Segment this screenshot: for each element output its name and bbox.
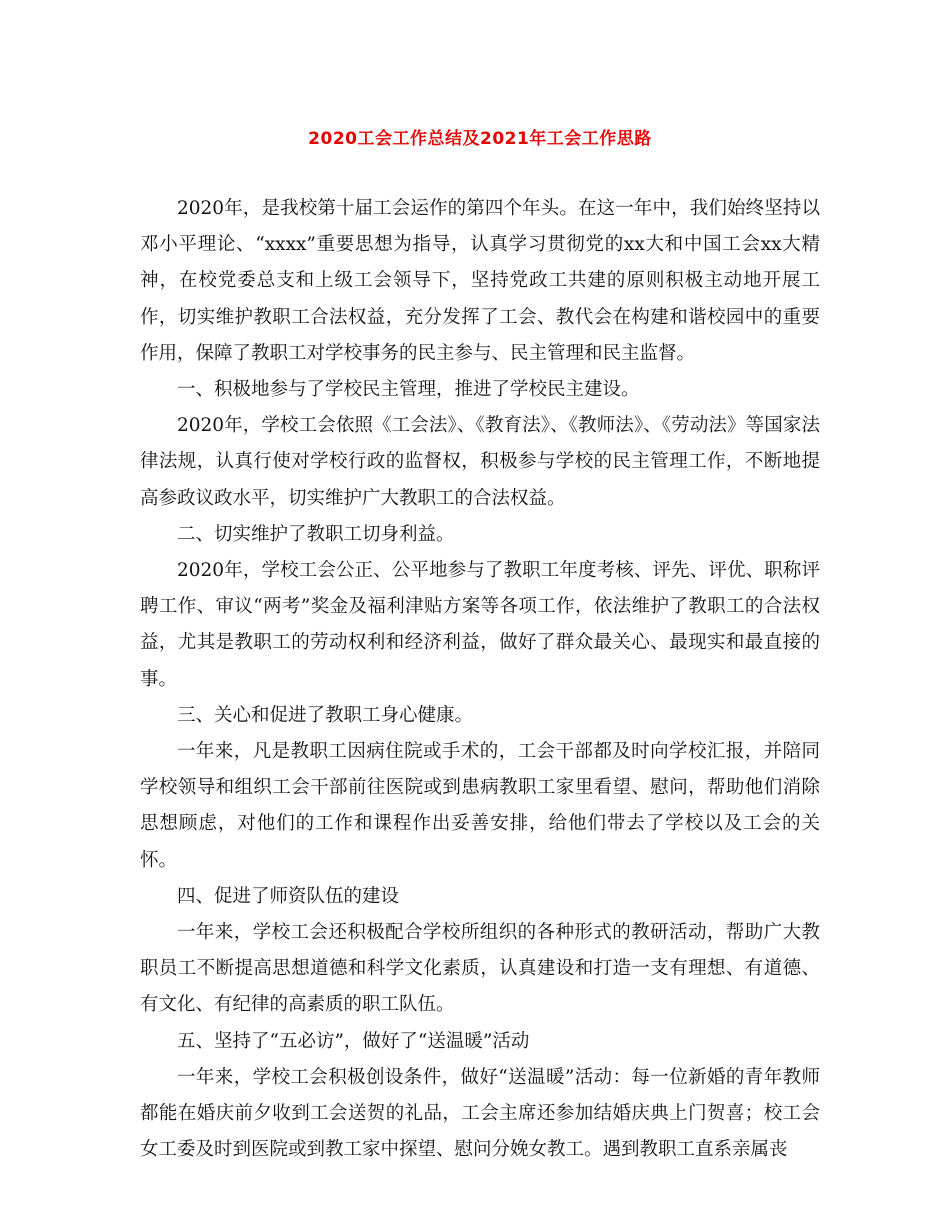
document-title: 2020工会工作总结及2021年工会工作思路	[308, 129, 652, 149]
document-body	[140, 191, 820, 1168]
paragraph-section-1: 2020年，学校工会依照《工会法》、《教育法》、《教师法》、《劳动法》等国家法律法规，认真行使对学校行政的监督权，积极参与学校的民主管理工作，不断地提高参政议政水平，切实维护广大教职工的合法权益。	[140, 415, 820, 509]
heading-section-5: 五、坚持了“五必访”，做好了“送温暖”活动	[177, 1030, 530, 1052]
paragraph-section-2: 2020年，学校工会公正、公平地参与了教职工年度考核、评先、评优、职称评聘工作、审议“两考”奖金及福利津贴方案等各项工作，依法维护了教职工的合法权益，尤其是教职工的劳动权利和经济利益，做好了群众最关心、最现实和最直接的事。	[140, 560, 820, 690]
heading-section-2: 二、切实维护了教职工切身利益。	[177, 523, 455, 545]
heading-section-1: 一、积极地参与了学校民主管理，推进了学校民主建设。	[177, 379, 640, 401]
paragraph-intro: 2020年，是我校第十届工会运作的第四个年头。在这一年中，我们始终坚持以邓小平理论、“xxxx”重要思想为指导，认真学习贯彻党的xx大和中国工会xx大精神，在校党委总支和上级工会领导下，坚持党政工共建的原则积极主动地开展工作，切实维护教职工合法权益，充分发挥了工会、教代会在构建和谐校园中的重要作用，保障了教职工对学校事务的民主参与、民主管理和民主监督。	[140, 198, 820, 364]
paragraph-section-5: 一年来，学校工会积极创设条件，做好“送温暖”活动：每一位新婚的青年教师都能在婚庆前夕收到工会送贺的礼品，工会主席还参加结婚庆典上门贺喜；校工会女工委及时到医院或到教工家中探望、慰问分娩女教工。遇到教职工直系亲属丧	[140, 1066, 820, 1161]
heading-section-3: 三、关心和促进了教职工身心健康。	[177, 704, 474, 726]
paragraph-section-4: 一年来，学校工会还积极配合学校所组织的各种形式的教研活动，帮助广大教职员工不断提高思想道德和科学文化素质，认真建设和打造一支有理想、有道德、有文化、有纪律的高素质的职工队伍。	[140, 922, 820, 1016]
paragraph-section-3: 一年来，凡是教职工因病住院或手术的，工会干部都及时向学校汇报，并陪同学校领导和组织工会干部前往医院或到患病教职工家里看望、慰问，帮助他们消除思想顾虑，对他们的工作和课程作出妥善安排，给他们带去了学校以及工会的关怀。	[140, 741, 820, 871]
heading-section-4: 四、促进了师资队伍的建设	[177, 885, 400, 907]
